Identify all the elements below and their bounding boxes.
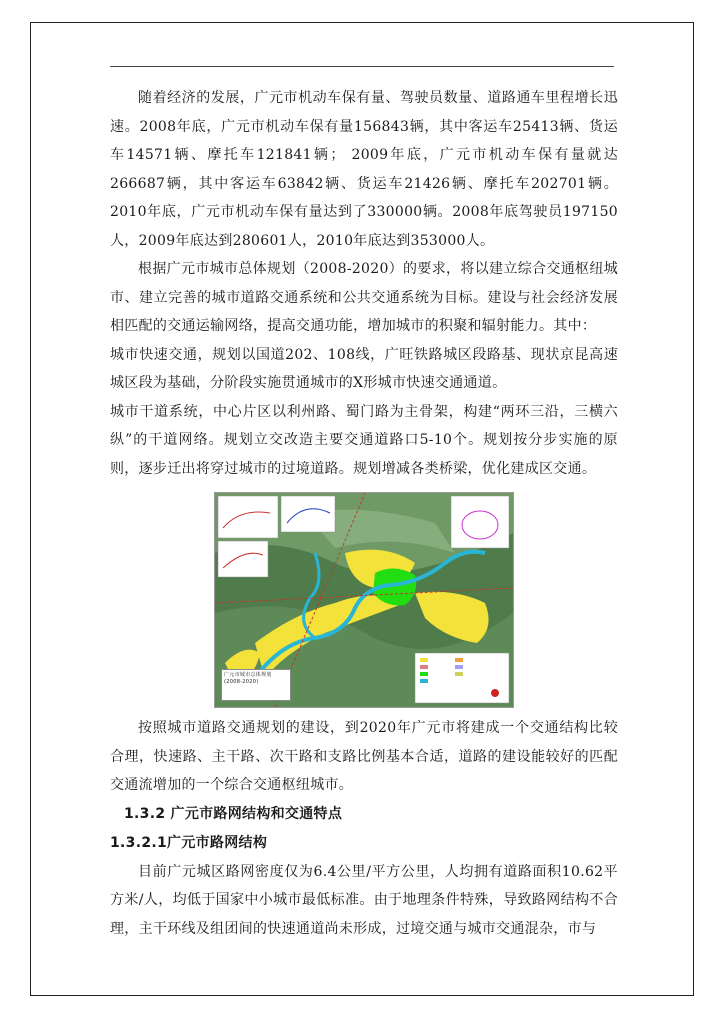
paragraph-road-density: 目前广元城区路网密度仅为6.4公里/平方公里，人均拥有道路面积10.62平方米/人，均低于国家中小城市最低标准。由于地理条件特殊，导致路网结构不合理，主干环线及组团间的快速通道尚未形成，过境交通与城市交通混杂，市与 [110,863,618,937]
paragraph-vehicle-stats: 随着经济的发展，广元市机动车保有量、驾驶员数量、道路通车里程增长迅速。2008年底，广元市机动车保有量156843辆，其中客运车25413辆、货运车14571辆、摩托车121841辆； 2009年底，广元市机动车保有量就达266687辆，其中客运车63842辆、货运车21426辆、摩托车202701辆。2010年底，广元市机动车保有量达到了330000辆。2008年底驾驶员197150人，2009年底达到280601人，2010年底达到353000人。 [110,90,618,249]
paragraph-2020-outlook: 按照城市道路交通规划的建设，到2020年广元市将建成一个交通结构比较合理，快速路、主干路、次干路和支路比例基本合适，道路的建设能较好的匹配交通流增加的一个综合交通枢纽城市。 [110,720,618,793]
document-body [110,84,618,943]
paragraph-express-traffic: 城市快速交通，规划以国道202、108线，广旺铁路城区段路基、现状京昆高速城区段为基础，分阶段实施贯通城市的X形城市快速交通通道。 [110,346,618,391]
city-plan-map [214,492,514,708]
map-title: 广元市城市总体规划 [224,672,272,678]
header-rule [110,66,614,67]
paragraph-arterial-system: 城市干道系统，中心片区以利州路、蜀门路为主骨架，构建“两环三沿，三横六纵”的干道网络。规划立交改造主要交通道路口5-10个。规划按分步实施的原则，逐步迁出将穿过城市的过境道路。规划增减各类桥梁，优化建成区交通。 [110,403,618,477]
section-heading-1-3-2: 1.3.2 广元市路网结构和交通特点 [124,805,343,822]
paragraph-planning-goals: 根据广元市城市总体规划（2008-2020）的要求，将以建立综合交通枢纽城市、建立完善的城市道路交通系统和公共交通系统为目标。建设与社会经济发展相匹配的交通运输网络，提高交通功能，增加城市的积聚和辐射能力。其中： [110,261,618,334]
map-legend-box [221,669,291,701]
section-heading-1-3-2-1: 1.3.2.1广元市路网结构 [110,834,268,851]
map-subtitle: (2008-2020) [224,679,259,685]
